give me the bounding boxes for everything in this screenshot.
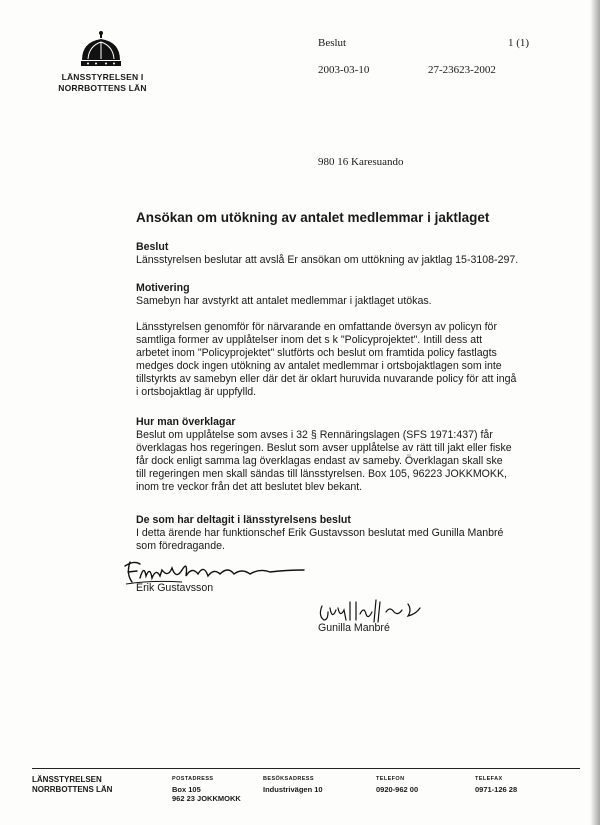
section-motivering <box>136 282 556 308</box>
section-text-line: till regeringen men skall sändas till länsstyrelsen. Box 105, 96223 JOKKMOKK, <box>136 468 507 480</box>
section-text-line: Samebyn har avstyrkt att antalet medlemmar i jaktlaget utökas. <box>136 295 432 307</box>
footer-divider <box>32 768 580 769</box>
footer-value: 962 23 JOKKMOKK <box>172 794 241 803</box>
subject-heading: Ansökan om utökning av antalet medlemmar i jaktlaget <box>136 210 490 225</box>
organization-name <box>40 72 165 94</box>
crown-logo-icon <box>76 30 126 72</box>
motivering-paragraph <box>136 321 556 399</box>
paragraph-line: arbetet inom "Policyprojektet" slutförts och beslut om framtida policy fastlagts <box>136 347 497 359</box>
section-heading: De som har deltagit i länsstyrelsens beslut <box>136 514 351 526</box>
section-deltagit <box>136 514 556 553</box>
footer-org-line-1: LÄNSSTYRELSEN <box>32 775 102 784</box>
footer-besoksadress <box>263 775 323 794</box>
footer-org-line-2: NORRBOTTENS LÄN <box>32 785 113 794</box>
section-text-line: Beslut om upplåtelse som avses i 32 § Rennäringslagen (SFS 1971:437) får <box>136 429 493 441</box>
page-number: 1 (1) <box>508 37 530 49</box>
footer-telefax <box>475 775 517 794</box>
section-heading: Motivering <box>136 282 190 294</box>
org-line-2: NORRBOTTENS LÄN <box>58 83 147 93</box>
section-overklagar <box>136 416 556 494</box>
paragraph-line: i ortsbojaktlag är uppfylld. <box>136 386 257 398</box>
footer-label: BESÖKSADRESS <box>263 776 314 782</box>
footer-telefon <box>376 775 418 794</box>
signature-name-1: Erik Gustavsson <box>136 582 214 594</box>
section-beslut <box>136 241 556 267</box>
case-number: 27-23623-2002 <box>428 64 496 76</box>
paragraph-line: medges dock ingen utökning av antalet medlemmar i ortsbojaktlagen som inte <box>136 360 502 372</box>
section-text-line: Länsstyrelsen beslutar att avslå Er ansökan om uttökning av jaktlag 15-3108-297. <box>136 254 519 266</box>
paragraph-line: Länsstyrelsen genomför för närvarande en omfattande översyn av policyn för <box>136 321 497 333</box>
section-heading: Hur man överklagar <box>136 416 236 428</box>
footer-label: TELEFON <box>376 776 405 782</box>
recipient-address: 980 16 Karesuando <box>318 156 404 168</box>
footer-value: 0920-962 00 <box>376 784 419 794</box>
footer-value: 0971-126 28 <box>475 784 518 794</box>
paragraph-line: samtliga former av upplåtelser inom det s k "Policyprojektet". Intill dess att <box>136 334 483 346</box>
footer-postadress <box>172 775 241 804</box>
signature-name-2: Gunilla Manbré <box>318 622 390 634</box>
section-text-line: överklagas hos regeringen. Beslut som avser upplåtelse av rätt till jakt eller fiske <box>136 442 512 454</box>
footer-value: Box 105 <box>172 784 201 794</box>
footer-organization <box>32 775 112 795</box>
section-text-line: inom tre veckor från det att beslutet blev bekant. <box>136 481 363 493</box>
footer-value: Industrivägen 10 <box>263 784 323 794</box>
footer-label: TELEFAX <box>475 776 503 782</box>
section-text-line: får dock enligt samma lag överklagas endast av sameby. Överklagan skall ske <box>136 455 503 467</box>
org-line-1: LÄNSSTYRELSEN I <box>61 72 144 82</box>
section-text-line: I detta ärende har funktionschef Erik Gustavsson beslutat med Gunilla Manbré <box>136 527 504 539</box>
section-text-line: som föredragande. <box>136 540 225 552</box>
document-date: 2003-03-10 <box>318 64 370 76</box>
section-heading: Beslut <box>136 241 169 253</box>
paragraph-line: tillstyrkts av samebyn eller där det är oklart huruvida nuvarande policy för att ingå <box>136 373 517 385</box>
document-type: Beslut <box>318 37 347 49</box>
scan-edge-shadow <box>590 0 600 825</box>
footer-label: POSTADRESS <box>172 776 214 782</box>
